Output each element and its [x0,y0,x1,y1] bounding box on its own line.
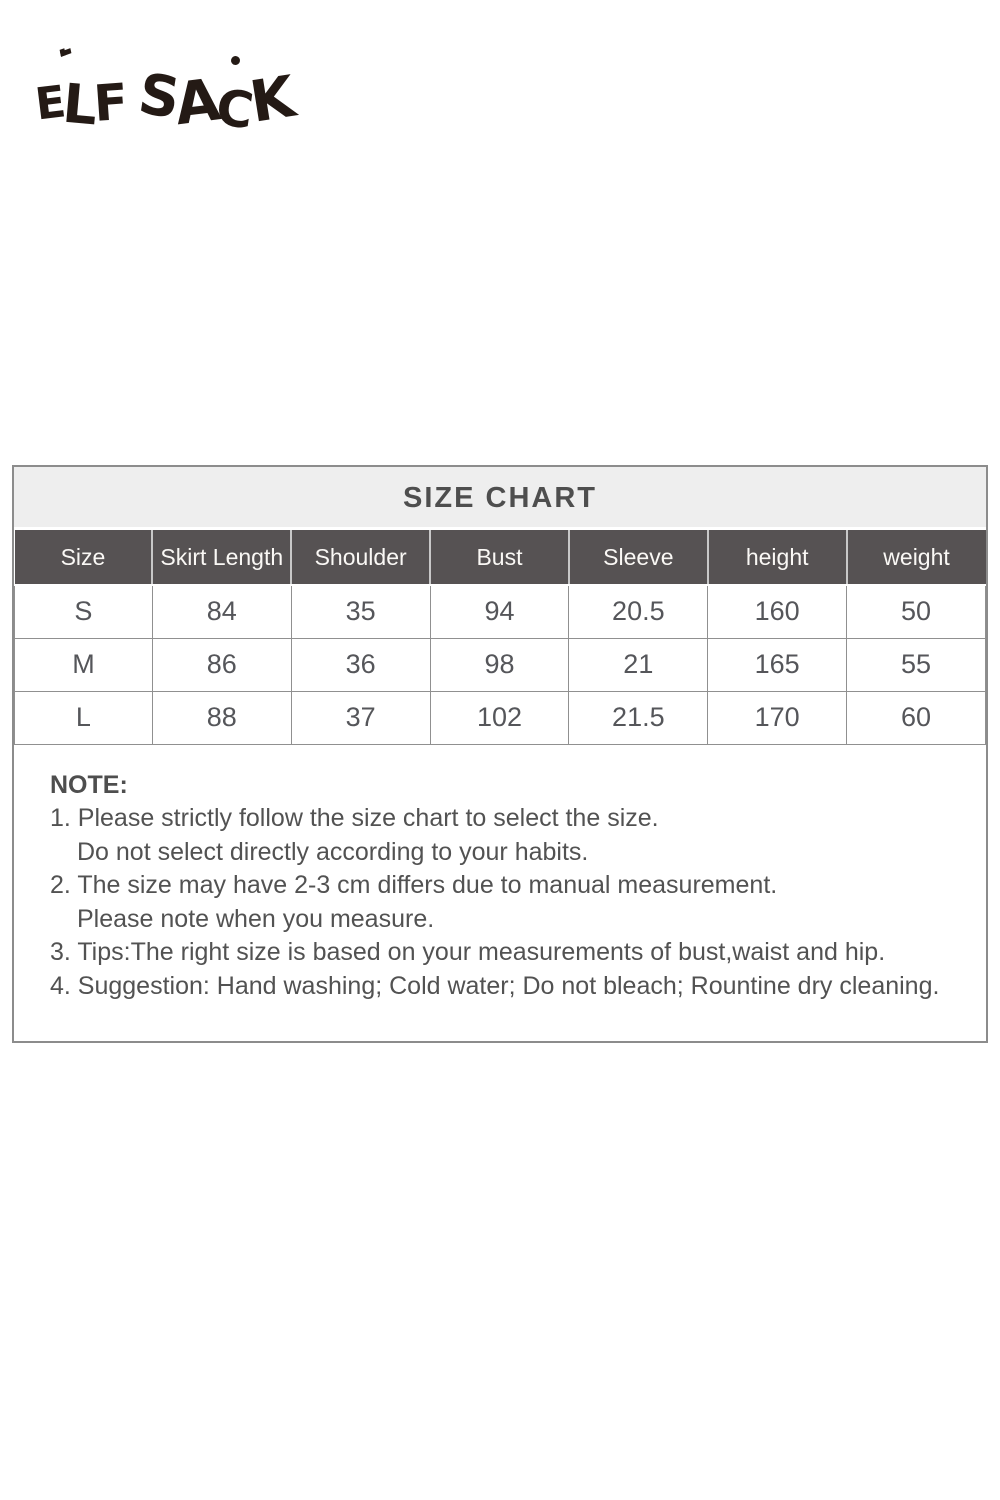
cell: L [15,691,153,744]
logo-letter: K [245,63,297,136]
column-header-weight: weight [847,530,986,585]
cell: 35 [291,585,430,638]
cell: 170 [708,691,847,744]
column-header-height: height [708,530,847,585]
notes-section [14,745,986,1004]
column-header-sleeve: Sleeve [569,530,708,585]
cell: 60 [847,691,986,744]
column-header-skirt-length: Skirt Length [152,530,291,585]
table-row-size-m [15,638,986,691]
cell: 160 [708,585,847,638]
cell: M [15,638,153,691]
table-row-size-l [15,691,986,744]
logo-letter: E [32,76,66,131]
cell: 98 [430,638,569,691]
cell: 55 [847,638,986,691]
cell: 37 [291,691,430,744]
size-chart-panel [12,465,988,1043]
logo-letter: F [92,72,128,134]
cell: 86 [152,638,291,691]
cell: 102 [430,691,569,744]
cell: 20.5 [569,585,708,638]
note-line: Please note when you measure. [77,904,435,933]
cell: S [15,585,153,638]
column-header-size: Size [15,530,153,585]
logo-letter: C [212,77,254,141]
cell: 21 [569,638,708,691]
logo-letter: L [60,72,98,138]
note-line: 3. Tips:The right size is based on your measurements of bust,waist and hip. [50,938,886,966]
column-header-shoulder: Shoulder [291,530,430,585]
size-table-header-row [15,530,986,585]
note-line: 4. Suggestion: Hand washing; Cold water; Do not bleach; Rountine dry cleaning. [50,971,940,1000]
logo-letter: A [170,65,221,139]
logo-dot-icon [230,55,240,65]
logo-check-mark-icon [60,46,72,57]
cell: 36 [291,638,430,691]
cell: 94 [430,585,569,638]
note-heading: NOTE: [50,770,128,799]
size-table [14,530,986,745]
cell: 84 [152,585,291,638]
note-line: Do not select directly according to your habits. [77,837,589,866]
cell: 165 [708,638,847,691]
note-line: 1. Please strictly follow the size chart to select the size. [50,804,659,832]
brand-logo [32,38,297,141]
cell: 21.5 [569,691,708,744]
table-row-size-s [15,585,986,638]
logo-letter: S [133,61,181,132]
column-header-bust: Bust [430,530,569,585]
cell: 50 [847,585,986,638]
note-line: 2. The size may have 2-3 cm differs due to manual measurement. [50,871,778,899]
size-chart-title: SIZE CHART [14,467,986,530]
cell: 88 [152,691,291,744]
